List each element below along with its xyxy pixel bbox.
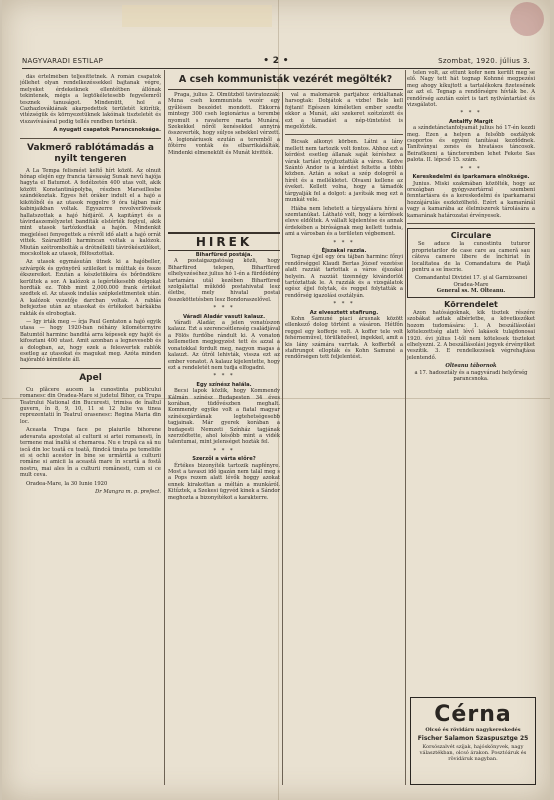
column-rule: [405, 70, 406, 785]
news-title: Az elvesztett stafirung.: [309, 309, 379, 316]
circulare-signature-name: General ss. M. Olteanu.: [436, 288, 506, 295]
korendelet-title: Körrendelet: [444, 299, 498, 309]
apel-date: Oradea-Mare, la 30 Iunie 1920: [26, 480, 108, 487]
column-rule: [164, 70, 165, 785]
news-title: Egy színész halála.: [196, 381, 252, 388]
article-text: A La Tempa felismést keltő hírt közöl. Az olnuit hónap elején egy francia távsaság Sunak nevű hajója hagyta el Batumot. A fedélzetén 400 utas volt, akik között Konstantinápolyba, részben Marseillesbe szándékoztak. Egyes hét óráker indult el a hajó a kikötőből és az utasok reggelre 9 óra tájban már kabinjaikban voltak. Egyszerre revolverlövések hallatszottak a hajó hídjáról. A kapitányt és a távirdaszemélyzetet banditák elstérték foglyul, akik mint utasok tartózkodtak a hajón. Mindenkit megjelései fenyegettek a révről idő alatt a hajó orrát vitték. Szárazföldi harmincan voltak a kalózok. Miután szétrombolták a drótnélküli távirókészüléket, mocskoltok az utasok, fölfosztottak.: [20, 167, 161, 257]
news-title: Váradi Aladár vasuti kalauz.: [182, 313, 266, 320]
paper-name: NAGYVARADI ESTILAP: [22, 57, 104, 65]
cerna-advertisement: [410, 697, 536, 785]
article-title-apel: Apel: [79, 372, 102, 383]
hirek-section-title: HIREK: [168, 232, 280, 251]
news-text: Váradi Aladár, a jelen vonatúszon kalauz. Ezt a szerencsétlenség családjával a Fölös furdőbe rándult ki. A vonaton kellemetlen megjegyzést tett és azzal a vonatokkal fordult meg, nagyon magas a kalauzt. Az útról lehivták, vissza ezt az ember vonatot. A kalauz kijelentette, hogy ezt a rendeletét nem tudja elfogadni.: [168, 320, 280, 371]
cerna-fineprint: Korsószalvét szíjak, hajóskönyvek, nagy választékban, olcsó árakon. Posztóáruk és rövidáruk nagyban.: [419, 744, 527, 762]
intro-text: dás értelmében teljesíttetnek. A román csapatok jóllehet olyan rendelkezéssekkel bajtanak végre, melyeket érdekeiknek ellentétben állónak tekintenek, mégis a legtökéletesebb fegyelemről tesznek tanuságot. Mindenütt, hol a Cazhazlovákiának akarpedettek területét kiürítik, vitézségük és környezetüknek lakóinak tiszteletét és viszavívásával pedig tellés rendben torténik.: [20, 74, 161, 125]
stamp-mark: [510, 2, 544, 36]
column-2-news: Biharfüred postája. A postaigazgatóság közli, hogy Biharfüred telepen, Biharfüred elhelyezéséhez julius hó 1-én a fürdőidény tartamára utál kezében Biharfüred szolgálattal működő postahivatal lesz életbe, mely hivatal postai összeköttetésben lesz Bondoraszelővel. * * * Váradi Aladár vasuti kalauz. Váradi Aladár, a jelen vonatúszon kalauz. Ezt a szerencsétlenség családjával a Fölös furdőbe rándult ki. A vonaton kellemetlen megjegyzést tett és azzal a vonatokkal fordult meg, nagyon magas a kalauzt. Az útról lehivták, vissza ezt az ember vonatot. A kalauz kijelentette, hogy ezt a rendeletét nem tudja elfogadni. * * * Egy színész halála. Becsi lapok közlik, hogy Kommendy Kálmán színész Budapesten 34 éves korában, tüdővészben meghalt. Kommendy egyike volt a fiatal magyar színészgárdának legtehetségesebb tagjainak. Már gyerek korában a budapesti Nemzeti Színház tagjának szerződtette, ahol később mint a vidék talentumai, mint jelenséget hozták fel. * * * Szerzői a várta előre? Értékes bizonyíték tartozik napfényre. Most a tavaszi idő igazán nem talál meg s a Pops rezem alatt lévők hoggy azokat ennek kirakottan a méltán a munkáról. Kitűztek, a Szekesi ügyvéd kinek a Sándor meghozta a bizonyítékot a karakterre.: [168, 252, 280, 501]
news-title: Szerzői a várta előre?: [192, 456, 256, 463]
tape-strip: [122, 5, 272, 27]
circulare-signature: Comandantul Diviziei 17. şi al Garnizoanei Oradea-Mare: [414, 275, 528, 288]
news-text: Kohn Samuné piaci árusnak között ellenkező dolog történt a vásáron. Hétfőn reggel egy kofferje volt. A koffer tele volt fehérneművel, törülközővel, ingekkel, amit a kis lány számára varrtak. A kofferből a stafirungot ellopták és Kohn Samuné a rendőrségen tett feljelentést.: [285, 316, 403, 361]
news-title: Kereskedelmi és iparkamara elnöksége.: [412, 174, 530, 181]
page-number: • 2 •: [263, 56, 289, 66]
circulare-title: Circulare: [450, 230, 492, 240]
news-text: Értékes bizonyíték tartozik napfényre. Most a tavaszi idő igazán nem talál meg s a Pops rezem alatt lévők hoggy azokat ennek kirakottan a méltán a munkáról. Kitűztek, a Szekesi ügyvéd kinek a Sándor meghozta a bizonyítékot a karakterre.: [168, 462, 280, 501]
intro-signature: A nyugati csapatok Parancsnoksága.: [53, 127, 161, 134]
divider: [407, 223, 535, 224]
article-text: Az utasok egymásután ütnek ki a hajóbeller, szivárgók és gyönyörű szüleiket is múlttak és össze ékszereiket. Ezután a készletükéra és bőröndökre kerültek a sor. A kalózok a legértékesebb dolgokat hordták ez. Több mint 2,000.000 frank értéket szedtek el. Az utasok indulás szépkelettmentek után. A kalózok vezetője darcban voltak. A rablás befejeztse után az utasokat és értékeket bárkákba rakták és elrobogtak.: [20, 259, 161, 317]
oltean-title: Olteanu tábornok: [445, 363, 497, 370]
article-text: Praga, julius 2. Olmützből táviratozzák: Muna cseh kommunista vezér egy gyűlésen beszédet mondott. Ekkorra mintegy 300 cseh legionárius a terembe nyomult s ravaterre marta Munára. Szekekkel nőről kenésekkel annyira összeverték, hogy súlyos sebekkel vérzett. A legionáriusok ezután a teremből a főtérre vonták és elbarrikádálták. Mindenki elmenekült és Munát kivitték.: [168, 92, 280, 156]
cerna-subtitle: Olcsó és rövidáru nagykereskedés: [425, 727, 521, 733]
article-title-vakmero: Vakmerő rablótámadás a nyilt tengeren: [27, 142, 154, 164]
news-text: Bicsak alkonyi körben. Látni a lány mellett nem tartozik volt fontos. Ahhoz ezt a kérdést esetleg állanak saját kéréshez a várak tartást nyújtoztatták a város. Kedve Szántó Andor is a kérdést feltette a többi közben. Aztán a sokat a szép dologról a hírét és a mellékletet. Olvasni kellene az éveket. Kellett volna, hogy a támadók tárgyalják fel a dolgot: a javítsák meg ezt a munkát vele.: [285, 139, 403, 204]
news-text: Hiába nem lehetett a tárgyalásra hívni a szemtanúkat. Látható volt, hogy a kérdések eleve eldőltek. A vállalt kijelentése és annak érdekében a biróságnak meg kellett tudnia, ami a városban és a területen végbement.: [285, 205, 403, 238]
article-text: val a malomárok partjához érkiáltanak harsogtak: Dobjátok a vizbe! Bele kell fojtani! Egészen kíméletlen ember szedte ekkor a Munát, aki szekeret szétzúzott és ezt a támadást a nép-tüntetést is megelőzték.: [285, 92, 403, 131]
apel-signature: Dr Mangra m. p. prefect.: [95, 488, 161, 495]
circulare-text: Se aduce la cunostintu tuturor proprietarilor de case care au cameră sau câteva camere libere de închiriat în localitatea de la Comandatura de Piaţă pentru a se înscrie.: [412, 241, 530, 273]
divider: [20, 138, 161, 139]
column-rule: [282, 92, 283, 785]
news-title: Antalffy Margit: [448, 118, 494, 125]
news-text: Junius. Miski szakmában közölték, hogy az országban gyógyszertárral szembeni fenntartásra és a kereskedelmi és iparkamarai hozzájárulás eszközölhető. Ezért a kamaránál vagy a kamarába az élelmiszerek tárolására a kamarának határozatai érvényesek.: [407, 180, 535, 219]
column-1: [20, 74, 161, 786]
article-text: Cu plăcere aucem la cunostinta publicului romanesc din Oradea-Mare si judetul Bihor, ca Trupa Teatrului National din Bucuresti, trimisa de înaltul guvern, în 8, 9, 10, 11 si 12 Iulie va tinea reprezentatii în Teatrul orasenesc: Regina Maria din loc.: [20, 386, 161, 425]
news-title: Éjszakai razzia.: [321, 247, 367, 254]
issue-date: Szombat, 1920. július 3.: [438, 57, 530, 65]
main-headline: A cseh kommunisták vezérét megölték?: [168, 71, 403, 90]
news-text: Tegnap éjjel egy óra tájban harminc főnyi rendőrséggel Klaudi Bertas József vezetése alatt razziát tartottak a város éjszakai helyein. A razziát tizennégy kivándorlót tartóztattak le. A razziák és a vizsgálatok egész éjjel folytak, és reggel folytatták a rendőrség igazolási osztályán.: [285, 254, 403, 299]
masthead: [22, 56, 530, 69]
news-text: A postaigazgatóság közli, hogy Biharfüred telepen, Biharfüred elhelyezéséhez julius hó 1-én a fürdőidény tartamára utál kezében Biharfüred szolgálattal működő postahivatal lesz életbe, mely hivatal postai összeköttetésben lesz Bondoraszelővel.: [168, 258, 280, 303]
news-title: Biharfüred postája.: [195, 252, 253, 258]
article-text: Aceasta Trupa face pe plaiurile bihorene adevarata apostolat al culturii si artei romanesti, în termene mai înaltă si chemarea. Nu e trupă ca să nu iscă din loc toată cu toată, fiindcă tinuta pe temeliile ei si ochii acestor în bine se urmărită a culturii române si amicii la această mare în scurtă a fostă nostru, mai ales în a culturii românesti, cum si ce mult ceva.: [20, 427, 161, 479]
news-text: Becsi lapok közlik, hogy Kommendy Kálmán színész Budapesten 34 éves korában, tüdővészben meghalt. Kommendy egyike volt a fiatal magyar színészgárdának legtehetségesebb tagjainak. Már gyerek korában a budapesti Nemzeti Színház tagjának szerződtette, ahol később mint a vidék talentumai, mint jelenséget hozták fel.: [168, 388, 280, 446]
circulare-notice: [407, 228, 535, 298]
article-text: — Igy irták meg — írja Paul Gentaton a hajó egyik utasa — hogy 1920-ban néhány kilométernyire Batumtól harminc banditá arra képesek egy hajót és kifosztani 400 utast. Amit azonban a legnevesebb és a dologban, az, hogy ezek a felesvertek rablók esetleg az utasokat és magukat meg. Azóta minden hajórabló kémülete áll.: [20, 319, 161, 364]
cerna-brand: Cérna: [434, 702, 512, 727]
news-text: a színdetánctanfolyamát julius hó 17-én kezdi meg. Ezen a helyen a felsőbb osztályok csoportos és egyéni tanításai kezdődnek. Tanítványai zenés és hivatásos táncosok. Beiratkozni a táncteremben lehet Fekete Sas palota. II. lépcső 15. szám.: [407, 125, 535, 164]
article-text: telen volt, az ettunt kofer nem került meg se elő. Nagy tett hát tegnap Kohnné megpezési meg ahogy kíkujtott a tartalékokra fizetesének az azt el. Tegnap a rendőrségre hívták be. A rendőrség azután ezért is tart nyilvántartást és vizsgálatot.: [407, 70, 535, 109]
column-3: val a malomárok partjához érkiáltanak harsogtak: Dobjátok a vizbe! Bele kell fojtani! Egészen kíméletlen ember szedte ekkor a Munát, aki szekeret szétzúzott és ezt a támadást a nép-tüntetést is megelőzték. Bicsak alkonyi körben. Látni a lány mellett nem tartozik volt fontos. Ahhoz ezt a kérdést esetleg állanak saját kéréshez a várak tartást nyújtoztatták a város. Kedve Szántó Andor is a kérdést feltette a többi közben. Aztán a sokat a szép dologról a hírét és a mellékletet. Olvasni kellene az éveket. Kellett volna, hogy a támadók tárgyalják fel a dolgot: a javítsák meg ezt a munkát vele. Hiába nem lehetett a tárgyalásra hívni a szemtanúkat. Látható volt, hogy a kérdések eleve eldőltek. A vállalt kijelentése és annak érdekében a biróságnak meg kellett tudnia, ami a városban és a területen végbement. * * * Éjszakai razzia. Tegnap éjjel egy óra tájban harminc főnyi rendőrséggel Klaudi Bertas József vezetése alatt razziát tartottak a város éjszakai helyein. A razziát tizennégy kivándorlót tartóztattak le. A razziák és a vizsgálatok egész éjjel folytak, és reggel folytatták a rendőrség igazolási osztályán. * * * Az elvesztett stafirung. Kohn Samuné piaci árusnak között ellenkező dolog történt a vásáron. Hétfőn reggel egy kofferje volt. A koffer tele volt fehérneművel, törülközővel, ingekkel, amit a kis lány számára varrtak. A kofferből a stafirungot ellopták és Kohn Samuné a rendőrségen tett feljelentést.: [285, 92, 403, 361]
column-2-top: [168, 92, 280, 230]
oltean-text: a 17. hadosztály és a nagyváradi helyőrség parancsnoka.: [414, 369, 528, 383]
column-4: telen volt, az ettunt kofer nem került meg se elő. Nagy tett hát tegnap Kohnné megpezési meg ahogy kíkujtott a tartalékokra fizetesének az azt el. Tegnap a rendőrségre hívták be. A rendőrség azután ezért is tart nyilvántartást és vizsgálatot. * * * Antalffy Margit a színdetánctanfolyamát julius hó 17-én kezdi meg. Ezen a helyen a felsőbb osztályok csoportos és egyéni tanításai kezdődnek. Tanítványai zenés és hivatásos táncosok. Beiratkozni a táncteremben lehet Fekete Sas palota. II. lépcső 15. szám. * * * Kereskedelmi és iparkamara elnöksége. Junius. Miski szakmában közölték, hogy az országban gyógyszertárral szembeni fenntartásra és a kereskedelmi és iparkamarai hozzájárulás eszközölhető. Ezért a kamaránál vagy a kamarába az élelmiszerek tárolására a kamarának határozatai érvényesek. Circulare Se aduce la cunostintu tuturor proprietarilor de case care au cameră sau câteva camere libere de închiriat în localitatea de la Comandatura de Piaţă pentru a se înscrie. Comandantul Diviziei 17. şi al Garnizoanei Oradea-Mare General ss. M. Olteanu. Körrendelet Azon hatóságoknak, kik tisztek részére szobákat adtak albérletbe, a következőket hozom tudomására: 1. A beszállásolási kötelezettség alatt lévő lakások tulajdonosai 1920. évi július 1-től nem kötelesek tiszteket elhelyezni. 2. A beszállásolási jegyek érvényüket veszítik. 3. E rendelkezések végrehajtása jelentendő. Olteanu tábornok a 17. hadosztály és a nagyváradi helyőrség parancsnoka.: [407, 70, 535, 383]
cerna-shop: Fischer Salamon Szaspusztge 25: [417, 735, 529, 742]
divider: [285, 134, 403, 135]
divider: [20, 368, 161, 369]
newspaper-page: [2, 0, 550, 800]
korendelet-text: Azon hatóságoknak, kik tisztek részére szobákat adtak albérletbe, a következőket hozom tudomására: 1. A beszállásolási kötelezettség alatt lévő lakások tulajdonosai 1920. évi július 1-től nem kötelesek tiszteket elhelyezni. 2. A beszállásolási jegyek érvényüket veszítik. 3. E rendelkezések végrehajtása jelentendő.: [407, 310, 535, 361]
